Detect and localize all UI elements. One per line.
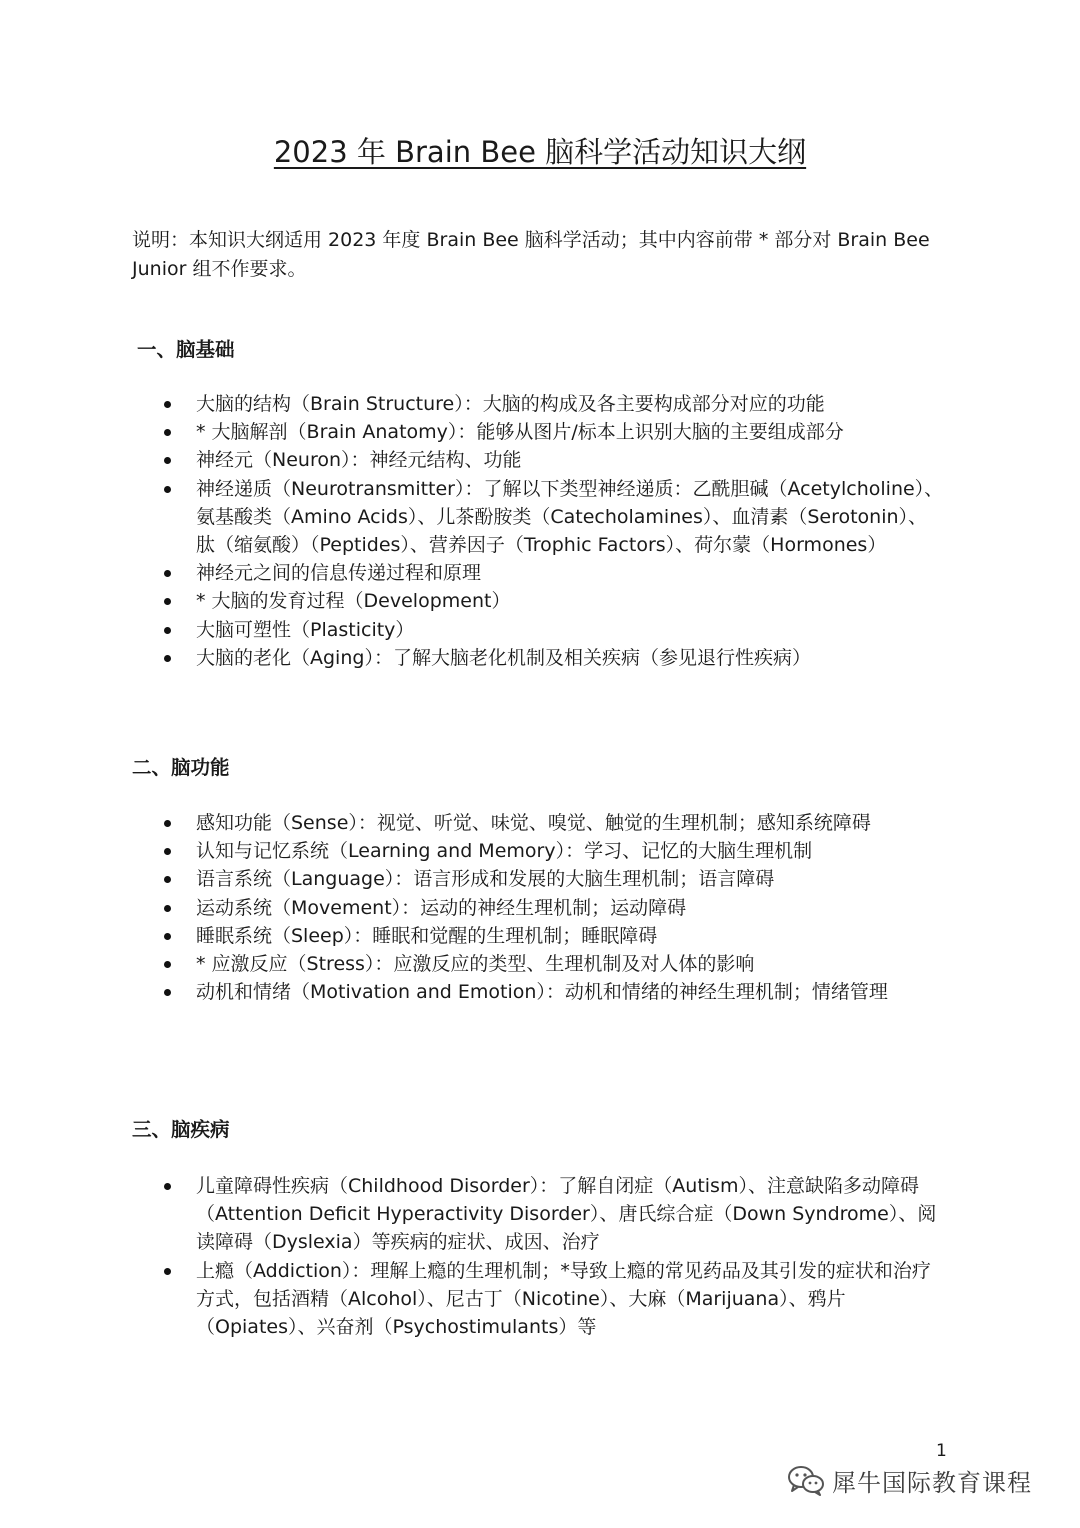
watermark	[786, 1463, 1032, 1497]
list-item	[0, 978, 946, 1006]
bullet-icon	[164, 905, 171, 912]
list-item	[0, 446, 946, 474]
page-title-text: 2023 年 Brain Bee 脑科学活动知识大纲	[273, 135, 807, 169]
section-heading-1: 一、脑基础	[137, 338, 235, 361]
list-item-text: 感知功能（Sense）：视觉、听觉、味觉、嗅觉、触觉的生理机制；感知系统障碍	[196, 812, 871, 834]
list-item	[0, 475, 946, 560]
bullet-icon	[164, 486, 171, 493]
list-item-text: 大脑的老化（Aging）：了解大脑老化机制及相关疾病（参见退行性疾病）	[196, 646, 811, 669]
bullet-icon	[164, 989, 171, 996]
intro-paragraph: 说明：本知识大纲适用 2023 年度 Brain Bee 脑科学活动；其中内容前带 * 部分对 Brain Bee Junior 组不作要求。	[132, 229, 930, 280]
list-item	[0, 1257, 946, 1342]
section-1-list	[0, 390, 1080, 672]
bullet-icon	[164, 933, 171, 940]
list-item	[0, 559, 946, 587]
bullet-icon	[164, 961, 171, 968]
list-item-text: 认知与记忆系统（Learning and Memory）：学习、记忆的大脑生理机制	[196, 840, 813, 863]
list-item	[0, 1172, 946, 1257]
bullet-icon	[164, 848, 171, 855]
bullet-icon	[164, 1183, 171, 1190]
bullet-icon	[164, 820, 171, 827]
bullet-icon	[164, 401, 171, 408]
bullet-icon	[164, 598, 171, 605]
list-item-text: 大脑可塑性（Plasticity）	[196, 618, 415, 641]
list-item-text: 上瘾（Addiction）：理解上瘾的生理机制；*导致上瘾的常见药品及其引发的症状和治疗方式，包括酒精（Alcohol）、尼古丁（Nicotine）、大麻（Marijuana）、鸦片（Opiates）、兴奋剂（Psychostimulants）等	[196, 1259, 931, 1339]
bullet-icon	[164, 570, 171, 577]
watermark-text: 犀牛国际教育课程	[832, 1468, 1032, 1497]
list-item-text: * 大脑的发育过程（Development）	[196, 590, 511, 613]
bullet-icon	[164, 429, 171, 436]
bullet-icon	[164, 1268, 171, 1275]
list-item-text: 动机和情绪（Motivation and Emotion）：动机和情绪的神经生理机制；情绪管理	[196, 981, 888, 1004]
list-item-text: 睡眠系统（Sleep）：睡眠和觉醒的生理机制；睡眠障碍	[196, 924, 658, 947]
section-heading-2: 二、脑功能	[132, 756, 230, 779]
list-item	[0, 809, 946, 837]
list-item-text: 语言系统（Language）：语言形成和发展的大脑生理机制；语言障碍	[196, 868, 775, 891]
list-item-text: 神经元（Neuron）：神经元结构、功能	[196, 449, 522, 472]
list-item	[0, 644, 946, 672]
list-item-text: * 大脑解剖（Brain Anatomy）：能够从图片/标本上识别大脑的主要组成部分	[196, 421, 844, 444]
page-number: 1	[936, 1441, 947, 1461]
list-item	[0, 616, 946, 644]
list-item-text: * 应激反应（Stress）：应激反应的类型、生理机制及对人体的影响	[196, 953, 755, 976]
section-2-list	[0, 809, 1080, 1006]
list-item	[0, 390, 946, 418]
list-item	[0, 950, 946, 978]
list-item	[0, 865, 946, 893]
bullet-icon	[164, 876, 171, 883]
wechat-icon	[786, 1464, 826, 1496]
page-title	[0, 132, 1080, 172]
bullet-icon	[164, 627, 171, 634]
bullet-icon	[164, 655, 171, 662]
list-item	[0, 587, 946, 615]
list-item	[0, 894, 946, 922]
section-heading-3: 三、脑疾病	[132, 1118, 230, 1141]
list-item-text: 神经递质（Neurotransmitter）：了解以下类型神经递质：乙酰胆碱（Acetylcholine）、氨基酸类（Amino Acids）、儿茶酚胺类（Catecholamines）、血清素（Serotonin）、肽（缩氨酸）（Peptides）、营养因子（Trophic Factors）、荷尔蒙（Hormones）	[196, 477, 944, 557]
list-item-text: 大脑的结构（Brain Structure）：大脑的构成及各主要构成部分对应的功能	[196, 393, 825, 415]
section-3-list	[0, 1172, 1080, 1341]
list-item-text: 运动系统（Movement）：运动的神经生理机制；运动障碍	[196, 896, 687, 919]
list-item	[0, 837, 946, 865]
list-item	[0, 418, 946, 446]
bullet-icon	[164, 457, 171, 464]
list-item-text: 神经元之间的信息传递过程和原理	[196, 562, 482, 585]
list-item-text: 儿童障碍性疾病（Childhood Disorder）：了解自闭症（Autism）、注意缺陷多动障碍（Attention Deficit Hyperactivity Disorder）、唐氏综合症（Down Syndrome）、阅读障碍（Dyslexia）等疾病的症状、成因、治疗	[196, 1175, 937, 1254]
list-item	[0, 922, 946, 950]
